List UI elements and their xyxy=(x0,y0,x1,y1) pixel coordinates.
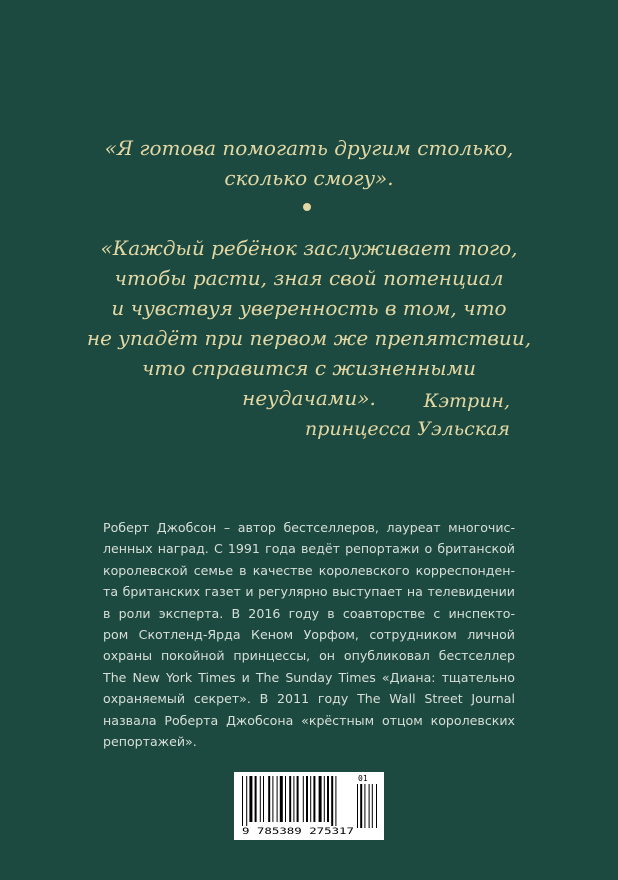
barcode-addon: 01 xyxy=(358,774,368,783)
barcode-bar xyxy=(303,776,304,822)
barcode-number: 9 785389 275317 xyxy=(242,827,354,837)
attribution-name: Кэтрин, xyxy=(423,390,510,412)
barcode-bar xyxy=(260,776,261,822)
barcode-bar xyxy=(306,776,308,822)
bio-line: ром Скотленд-Ярда Кеном Уорфом, сотрудником личной xyxy=(103,626,515,642)
barcode-bar xyxy=(246,776,247,826)
separator-dot xyxy=(303,203,311,211)
quote-line: неудачами». xyxy=(242,386,376,410)
bio-line: в роли эксперта. В 2016 году в соавторстве с инспекто- xyxy=(103,605,515,621)
barcode-bar xyxy=(293,776,294,822)
bio-line: та британских газет и регулярно выступает на телевидении xyxy=(103,584,515,600)
barcode-bar xyxy=(331,776,333,826)
barcode-bar xyxy=(313,776,315,822)
bio-line: ленных наград. С 1991 года ведёт репортажи о британской xyxy=(103,541,515,557)
barcode-bar xyxy=(285,776,286,822)
bio-line: охраны покойной принцессы, он опубликовал бестселлер xyxy=(103,648,515,664)
bio-line: Роберт Джобсон – автор бестселлеров, лауреат многочис- xyxy=(103,520,515,535)
barcode-bar xyxy=(242,776,243,826)
barcode-addon-bar xyxy=(376,784,377,828)
barcode-bar xyxy=(327,776,329,822)
isbn-barcode xyxy=(234,772,384,840)
barcode-bar xyxy=(319,776,322,822)
barcode-addon-bar xyxy=(369,784,370,828)
barcode-bar xyxy=(249,776,252,822)
author-bio xyxy=(103,517,515,752)
quote-first xyxy=(60,133,558,193)
quote-attribution xyxy=(305,387,510,443)
quote-line: и чувствуя уверенность в том, что xyxy=(111,296,507,320)
barcode-bar xyxy=(280,776,283,822)
bio-line: охраняемый секрет». В 2011 году The Wall Street Journal xyxy=(103,691,515,707)
quote-line: сколько смогу». xyxy=(224,166,394,190)
barcode-bar xyxy=(289,776,291,822)
bio-line: репортажей». xyxy=(103,733,197,749)
bio-line: The New York Times и The Sunday Times «Диана: тщательно xyxy=(103,669,515,685)
barcode-bar xyxy=(335,776,336,826)
barcode-addon-bar xyxy=(364,784,365,828)
quote-line: «Я готова помогать другим столько, xyxy=(104,136,514,160)
quote-line: что справится с жизненными xyxy=(141,356,477,380)
attribution-title: принцесса Уэльская xyxy=(304,418,510,440)
barcode-addon-bar xyxy=(357,784,358,828)
barcode-bar xyxy=(272,776,273,822)
barcode-bar xyxy=(255,776,257,822)
quote-line: чтобы расти, зная свой потенциал xyxy=(114,266,504,290)
barcode-addon-bar xyxy=(372,784,373,828)
quote-line: «Каждый ребёнок заслуживает того, xyxy=(100,236,518,260)
bio-line: назвала Роберта Джобсона «крёстным отцом королевских xyxy=(103,712,515,728)
barcode-addon-bar xyxy=(360,784,362,828)
barcode-bar xyxy=(297,776,299,822)
barcode-bar xyxy=(324,776,325,822)
barcode-bar xyxy=(268,776,270,822)
barcode-bar xyxy=(310,776,311,822)
quote-second xyxy=(60,233,558,413)
barcode-bar xyxy=(277,776,278,822)
bio-line: королевской семье в качестве королевского корреспонден- xyxy=(103,562,515,578)
barcode-bar xyxy=(263,776,264,822)
quote-line: не упадёт при первом же препятствии, xyxy=(86,326,532,350)
barcode-icon xyxy=(234,772,384,840)
